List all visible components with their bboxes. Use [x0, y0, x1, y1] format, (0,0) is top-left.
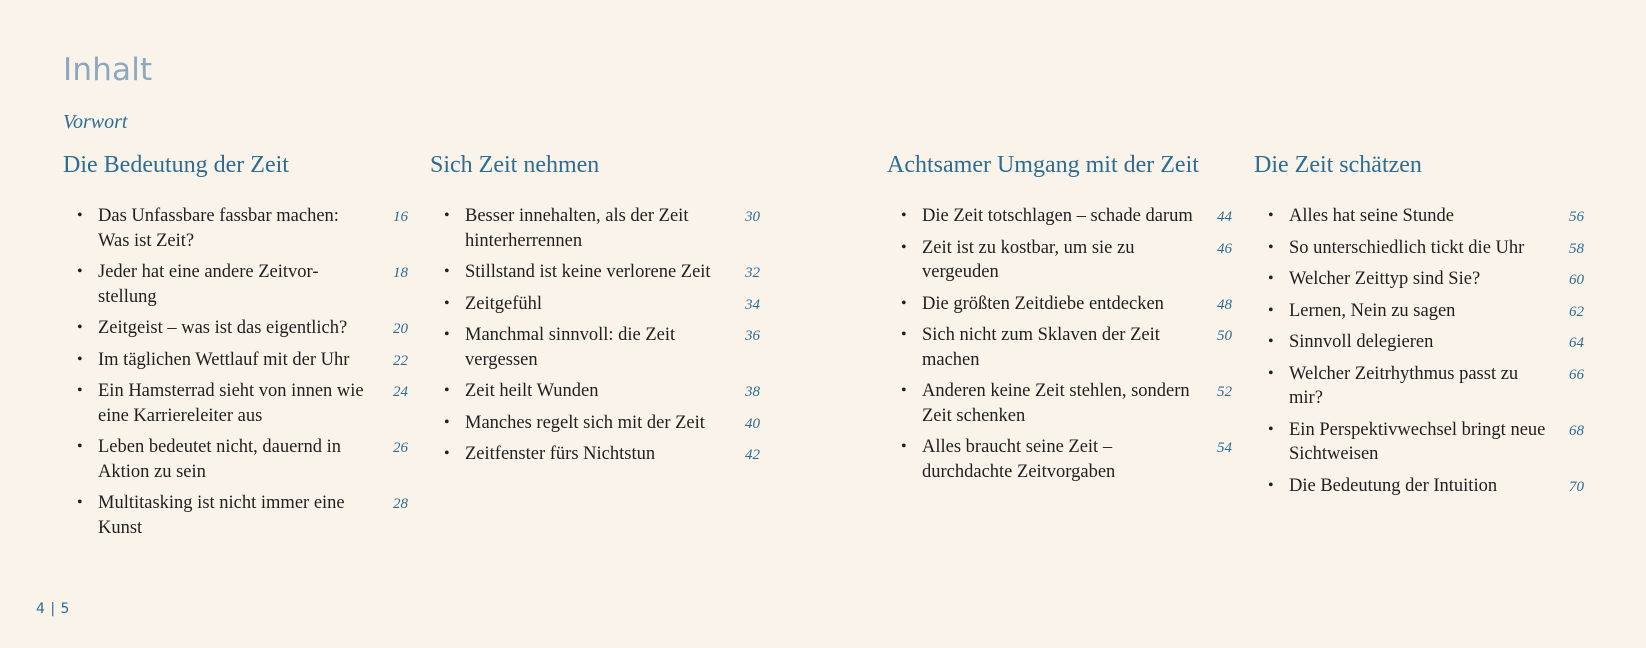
entry-title: Sinnvoll delegieren — [1289, 332, 1434, 352]
vorwort-link[interactable]: Vorwort — [63, 111, 128, 133]
toc-entry[interactable] — [63, 204, 408, 253]
toc-entry[interactable] — [1254, 418, 1584, 467]
page-number: 30 — [745, 209, 760, 225]
entry-title: Welcher Zeitrhythmus passt zu mir? — [1289, 363, 1519, 408]
page-number: 26 — [393, 440, 408, 456]
toc-entry[interactable] — [430, 442, 760, 467]
toc-section-bedeutung — [63, 150, 408, 547]
page-number: 22 — [393, 352, 408, 369]
toc-entry[interactable] — [63, 348, 408, 373]
bullet-icon: • — [77, 350, 83, 368]
page-number: 62 — [1569, 303, 1584, 320]
page-number: 50 — [1217, 328, 1232, 344]
toc-entry[interactable] — [1254, 267, 1584, 292]
bullet-icon: • — [77, 207, 83, 224]
bullet-icon: • — [1268, 476, 1274, 494]
page-number: 58 — [1569, 240, 1584, 257]
toc-entry[interactable] — [430, 323, 760, 372]
entry-title: Manches regelt sich mit der Zeit — [465, 412, 705, 433]
toc-entry[interactable] — [887, 236, 1232, 285]
bullet-icon: • — [1268, 238, 1274, 256]
toc-entry[interactable] — [887, 292, 1232, 317]
page-number: 56 — [1569, 209, 1584, 225]
toc-section-nehmen — [430, 150, 760, 474]
bullet-icon: • — [1268, 207, 1274, 224]
entry-title: Zeitgefühl — [465, 293, 543, 314]
toc-entry[interactable] — [63, 435, 408, 484]
bullet-icon: • — [1268, 364, 1274, 382]
entry-title: Zeit ist zu kostbar, um sie zu vergeuden — [922, 237, 1135, 282]
entry-title: So unterschiedlich tickt die Uhr — [1289, 237, 1525, 258]
toc-entry[interactable] — [1254, 236, 1584, 261]
toc-entry[interactable] — [430, 379, 760, 404]
toc-entry[interactable] — [887, 323, 1232, 372]
page-number: 16 — [393, 209, 408, 225]
toc-section-achtsamer-umgang — [887, 150, 1232, 491]
bullet-icon: • — [901, 438, 907, 455]
page-number: 32 — [745, 265, 760, 281]
toc-entry[interactable] — [1254, 474, 1584, 499]
bullet-icon: • — [1268, 270, 1274, 287]
bullet-icon: • — [77, 494, 83, 511]
bullet-icon: • — [77, 438, 83, 455]
entry-title: Das Unfassbare fassbar machen: Was ist Zeit? — [98, 206, 339, 251]
entry-title: Die Zeit totschlagen – schade darum — [922, 206, 1193, 226]
page-number: 42 — [745, 447, 760, 463]
page-number: 34 — [745, 296, 760, 313]
page-number: 18 — [393, 265, 408, 281]
bullet-icon: • — [901, 238, 907, 256]
toc-entry[interactable] — [63, 379, 408, 428]
toc-entry[interactable] — [430, 260, 760, 285]
bullet-icon: • — [901, 294, 907, 312]
page-number: 40 — [745, 415, 760, 432]
section-heading[interactable]: Achtsamer Umgang mit der Zeit — [887, 152, 1199, 178]
entry-title: Jeder hat eine andere Zeitvor-stellung — [98, 262, 319, 307]
page-number: 70 — [1569, 478, 1584, 495]
bullet-icon: • — [444, 326, 450, 343]
section-heading[interactable]: Sich Zeit nehmen — [430, 152, 600, 178]
bullet-icon: • — [444, 382, 450, 399]
page-number: 38 — [745, 384, 760, 400]
page-number: 64 — [1569, 335, 1584, 351]
bullet-icon: • — [77, 382, 83, 399]
entry-title: Alles braucht seine Zeit – durchdachte Zeitvorgaben — [922, 437, 1116, 482]
bullet-icon: • — [77, 319, 83, 336]
bullet-icon: • — [901, 382, 907, 399]
entry-title: Ein Hamsterrad sieht von innen wie eine Karriereleiter aus — [98, 381, 364, 426]
entry-title: Ein Perspektivwechsel bringt neue Sichtweisen — [1289, 419, 1546, 464]
page-number: 20 — [393, 321, 408, 337]
toc-entry[interactable] — [887, 204, 1232, 229]
entry-title: Zeitgeist – was ist das eigentlich? — [98, 318, 348, 338]
bullet-icon: • — [444, 207, 450, 224]
toc-entry[interactable] — [1254, 299, 1584, 324]
toc-entry[interactable] — [887, 435, 1232, 484]
entry-title: Die Bedeutung der Intuition — [1289, 475, 1498, 496]
page-number: 66 — [1569, 366, 1584, 383]
bullet-icon: • — [901, 326, 907, 343]
toc-entry[interactable] — [430, 411, 760, 436]
toc-entry[interactable] — [63, 260, 408, 309]
bullet-icon: • — [77, 263, 83, 280]
toc-entry[interactable] — [1254, 362, 1584, 411]
page-number: 24 — [393, 384, 408, 400]
toc-entry[interactable] — [63, 491, 408, 540]
page-number: 46 — [1217, 240, 1232, 257]
bullet-icon: • — [1268, 420, 1274, 438]
entry-title: Leben bedeutet nicht, dauernd in Aktion zu sein — [98, 437, 341, 482]
toc-entry[interactable] — [63, 316, 408, 341]
entry-title: Die größten Zeitdiebe entdecken — [922, 293, 1164, 314]
entry-title: Lernen, Nein zu sagen — [1289, 300, 1456, 321]
bullet-icon: • — [444, 263, 450, 280]
entry-title: Multitasking ist nicht immer eine Kunst — [98, 493, 345, 538]
toc-entry[interactable] — [1254, 330, 1584, 355]
section-heading[interactable]: Die Bedeutung der Zeit — [63, 152, 289, 178]
page-number: 48 — [1217, 296, 1232, 313]
entry-title: Alles hat seine Stunde — [1289, 206, 1454, 226]
page-number: 54 — [1217, 440, 1232, 456]
bullet-icon: • — [1268, 301, 1274, 319]
page-title: Inhalt — [63, 52, 153, 88]
bullet-icon: • — [444, 413, 450, 431]
bullet-icon: • — [444, 445, 450, 462]
toc-entry[interactable] — [1254, 204, 1584, 229]
entry-title: Im täglichen Wettlauf mit der Uhr — [98, 349, 350, 370]
entry-list — [430, 204, 760, 467]
entry-list — [887, 204, 1232, 484]
bullet-icon: • — [444, 294, 450, 312]
entry-title: Besser innehalten, als der Zeit hinterherrennen — [465, 206, 689, 251]
page-number: 36 — [745, 328, 760, 344]
entry-title: Anderen keine Zeit stehlen, sondern Zeit schenken — [922, 381, 1190, 426]
page-number: 68 — [1569, 422, 1584, 439]
entry-title: Stillstand ist keine verlorene Zeit — [465, 262, 711, 282]
entry-title: Zeit heilt Wunden — [465, 381, 599, 401]
bullet-icon: • — [1268, 333, 1274, 350]
bullet-icon: • — [901, 207, 907, 224]
entry-title: Sich nicht zum Sklaven der Zeit machen — [922, 325, 1160, 370]
page-number: 44 — [1217, 209, 1232, 225]
page-numbers: 4 | 5 — [36, 601, 70, 617]
page-number: 28 — [393, 496, 408, 512]
toc-entry[interactable] — [887, 379, 1232, 428]
toc-section-schaetzen — [1254, 150, 1584, 505]
entry-title: Manchmal sinnvoll: die Zeit vergessen — [465, 325, 676, 370]
entry-title: Welcher Zeittyp sind Sie? — [1289, 269, 1481, 289]
entry-list — [1254, 204, 1584, 498]
entry-list — [63, 204, 408, 540]
toc-entry[interactable] — [430, 204, 760, 253]
page-number: 52 — [1217, 384, 1232, 400]
page-number: 60 — [1569, 272, 1584, 288]
section-heading[interactable]: Die Zeit schätzen — [1254, 152, 1422, 178]
entry-title: Zeitfenster fürs Nichtstun — [465, 444, 656, 464]
toc-entry[interactable] — [430, 292, 760, 317]
